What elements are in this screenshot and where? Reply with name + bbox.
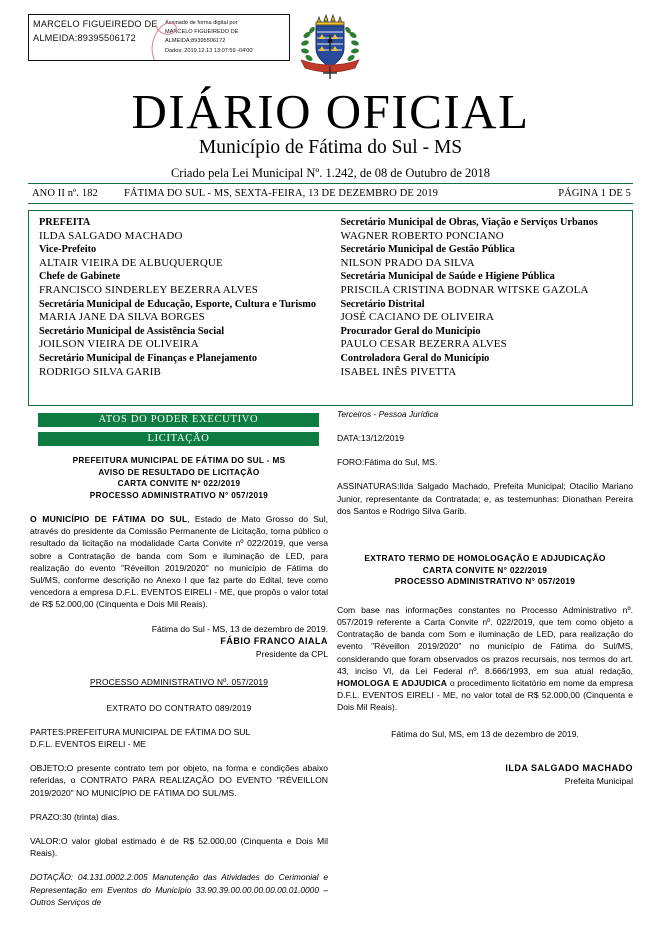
official-name: JOSÉ CACIANO DE OLIVEIRA: [340, 311, 495, 324]
masthead: [0, 86, 661, 182]
partes-block: [30, 726, 328, 750]
official-role: Secretário Municipal de Gestão Pública: [340, 244, 515, 256]
homologacao-heading-line-1: EXTRATO TERMO DE HOMOLOGAÇÃO E ADJUDICAÇÃO: [364, 553, 606, 564]
official-name: ALTAIR VIEIRA DE ALBUQUERQUE: [39, 256, 223, 269]
official-name: JOILSON VIEIRA DE OLIVEIRA: [39, 338, 199, 351]
issue-page-number: PÁGINA 1 DE 5: [558, 188, 631, 199]
municipal-coat-of-arms-icon: [297, 13, 363, 83]
signature-detail-line-4: Dados: 2019.12.13 13:07:59 -04'00': [165, 47, 254, 54]
official-role: Secretária Municipal de Educação, Esporte, Cultura e Turismo: [39, 298, 316, 310]
dotacao-paragraph: DOTAÇÃO: 04.131.0002.2.005 Manutenção das Atividades do Cerimonial e Representação em Eventos do Município 33.90.39.00.00.00.00.00.01.0000 – Outros Serviços de: [30, 872, 328, 908]
valor-paragraph: VALOR:O valor global estimado é de R$ 52.000,00 (Cinquenta e Dois Mil Reais).: [30, 836, 328, 859]
extrato-contrato-heading: EXTRATO DO CONTRATO 089/2019: [106, 702, 252, 713]
homologacao-body-paragraph: [337, 604, 633, 714]
foro-line: FORO:Fátima do Sul, MS.: [337, 457, 438, 468]
official-name: FRANCISCO SINDERLEY BEZERRA ALVES: [39, 283, 258, 296]
official-name: RODRIGO SILVA GARIB: [39, 365, 162, 378]
signature-subject-name: MARCELO FIGUEIREDO DE ALMEIDA:89395506172: [33, 19, 158, 43]
homologacao-emphasis: HOMOLOGA E ADJUDICA: [337, 678, 448, 689]
right-column: [337, 408, 633, 787]
masthead-subtitle: Município de Fátima do Sul - MS: [198, 137, 463, 158]
official-name: ISABEL INÊS PIVETTA: [340, 365, 457, 378]
official-name: MARIA JANE DA SILVA BORGES: [39, 311, 205, 324]
objeto-paragraph: OBJETO:O presente contrato tem por objeto, na forma e condições abaixo referidas, o CONTRATO PARA REALIZAÇÃO DO EVENTO "RÉVEILLON 2019/2020" NO MUNICÍPIO DE FÁTIMA DO SUL/MS.: [30, 763, 328, 798]
issue-place-date: FÁTIMA DO SUL - MS, SEXTA-FEIRA, 13 DE DEZEMBRO DE 2019: [124, 188, 439, 199]
homologacao-body-part-2: o procedimento licitatório em nome da empresa D.F.L. EVENTOS EIRELI - ME, no valor total de R$ 52.000,00 (Cinquenta e Dois Mil Reais).: [337, 678, 633, 713]
notice-lead-in: O MUNICÍPIO DE FÁTIMA DO SUL: [30, 514, 188, 524]
page-title: DIÁRIO OFICIAL: [131, 84, 530, 139]
notice-heading-line-4: PROCESSO ADMINISTRATIVO N° 057/2019: [89, 490, 269, 500]
official-name: NILSON PRADO DA SILVA: [340, 256, 475, 269]
notice-signer-name: FÁBIO FRANCO AIALA: [220, 635, 328, 646]
prazo-paragraph: PRAZO:30 (trinta) dias.: [30, 811, 120, 822]
issue-info-bar: [28, 183, 633, 204]
partes-line-1: PARTES:PREFEITURA MUNICIPAL DE FÁTIMA DO SUL: [30, 726, 251, 737]
notice-heading-line-1: PREFEITURA MUNICIPAL DE FÁTIMA DO SUL - MS: [72, 456, 286, 465]
signature-detail-line-1: Assinado de forma digital por: [165, 20, 238, 26]
partes-line-2: D.F.L. EVENTOS EIRELI - ME: [30, 739, 146, 750]
notice-place-date: Fátima do Sul - MS, 13 de dezembro de 2019.: [151, 623, 328, 634]
official-role: Secretária Municipal de Saúde e Higiene Pública: [340, 271, 555, 283]
official-name: ILDA SALGADO MACHADO: [39, 229, 183, 242]
notice-body-text: , Estado de Mato Grosso do Sul, através do presidente da Comissão Permanente de Licitação, torna público o resultado da licitação na modalidade Carta Convite nº 022/2019, que versa sobre a Contratação de banda com Som e iluminação de LED, para realização do evento "Réveillon 2019/2020" no município de Fátima do Sul/MS, conforme descrição no Anexo I que faz parte do Edital, teve como vencedora a empresa D.F.L. EVENTOS EIRELI - ME, que propôs o valor total de R$ 52.000,00 (Cinquenta e Dois Mil Reais).: [30, 514, 329, 610]
homologacao-place-date: Fátima do Sul, MS, em 13 de dezembro de 2019.: [391, 728, 579, 739]
assinaturas-paragraph: ASSINATURAS:Ilda Salgado Machado, Prefeita Municipal; Otacilio Mariano Junior, representante da Contratada; e, as testemunhas: Dionathan Pereira dos Santos e Rodrigo Silva Garib.: [337, 481, 633, 516]
homologacao-heading-line-2: CARTA CONVITE N° 022/2019: [422, 564, 548, 575]
official-role: Vice-Prefeito: [39, 244, 97, 256]
section-bar-licitacao: LICITAÇÃO: [38, 432, 319, 446]
homologacao-signer-name: ILDA SALGADO MACHADO: [505, 762, 633, 773]
signature-details: [161, 15, 289, 60]
homologacao-heading-line-3: PROCESSO ADMINISTRATIVO N° 057/2019: [394, 576, 576, 587]
officials-column-right: [331, 216, 633, 405]
officials-column-left: [29, 216, 331, 405]
data-line: DATA:13/12/2019: [337, 433, 405, 443]
official-role: Secretário Distrital: [340, 298, 425, 310]
official-role: PREFEITA: [39, 217, 91, 228]
official-name: PRISCILA CRISTINA BODNAR WITSKE GAZOLA: [340, 283, 589, 296]
section-bar-atos-poder-executivo: ATOS DO PODER EXECUTIVO: [38, 413, 319, 427]
signature-detail-line-2: MARCELO FIGUEIREDO DE: [165, 29, 239, 36]
notice-heading-line-2: AVISO DE RESULTADO DE LICITAÇÃO: [98, 467, 260, 477]
left-column: [30, 455, 328, 909]
official-name: PAULO CESAR BEZERRA ALVES: [340, 338, 507, 351]
homologacao-signer-role: Prefeita Municipal: [564, 775, 633, 786]
official-role: Chefe de Gabinete: [39, 271, 121, 283]
digital-signature-stamp: [28, 14, 290, 61]
officials-box: [28, 210, 633, 406]
signature-detail-line-3: ALMEIDA:89395506172: [165, 38, 226, 45]
notice-body-paragraph: [30, 513, 328, 611]
official-name: WAGNER ROBERTO PONCIANO: [340, 229, 504, 242]
official-role: Controladora Geral do Município: [340, 352, 490, 364]
official-role: Secretário Municipal de Finanças e Planejamento: [39, 352, 258, 364]
notice-heading: [30, 455, 328, 501]
official-role: Procurador Geral do Município: [340, 325, 481, 337]
homologacao-heading: [337, 553, 633, 588]
official-role: Secretário Municipal de Obras, Viação e Serviços Urbanos: [340, 217, 598, 228]
processo-administrativo-heading: PROCESSO ADMINISTRATIVO Nº. 057/2019: [89, 676, 269, 687]
notice-heading-line-3: CARTA CONVITE Nº 022/2019: [117, 479, 241, 488]
official-role: Secretário Municipal de Assistência Social: [39, 325, 225, 337]
homologacao-body-part-1: Com base nas informações constantes no Processo Administrativo nº. 057/2019 referente a Carta Convite nº. 022/2019, que tem como objeto a Contratação de banda com Som e iluminação de LED, para realização do evento "Réveillon 2019/2020" no município de Fátima do Sul/MS, considerando que foram observados os prazos recursais, nos termos do art. 43, inciso VI, da Lei Federal nº. 8.666/1993, em sua atual redação,: [337, 604, 633, 676]
masthead-law-reference: Criado pela Lei Municipal Nº. 1.242, de 08 de Outubro de 2018: [170, 166, 491, 180]
notice-signer-role: Presidente da CPL: [255, 648, 328, 659]
terceiros-line: Terceiros - Pessoa Jurídica: [337, 409, 439, 419]
issue-year-number: ANO II nº. 182: [32, 188, 98, 199]
